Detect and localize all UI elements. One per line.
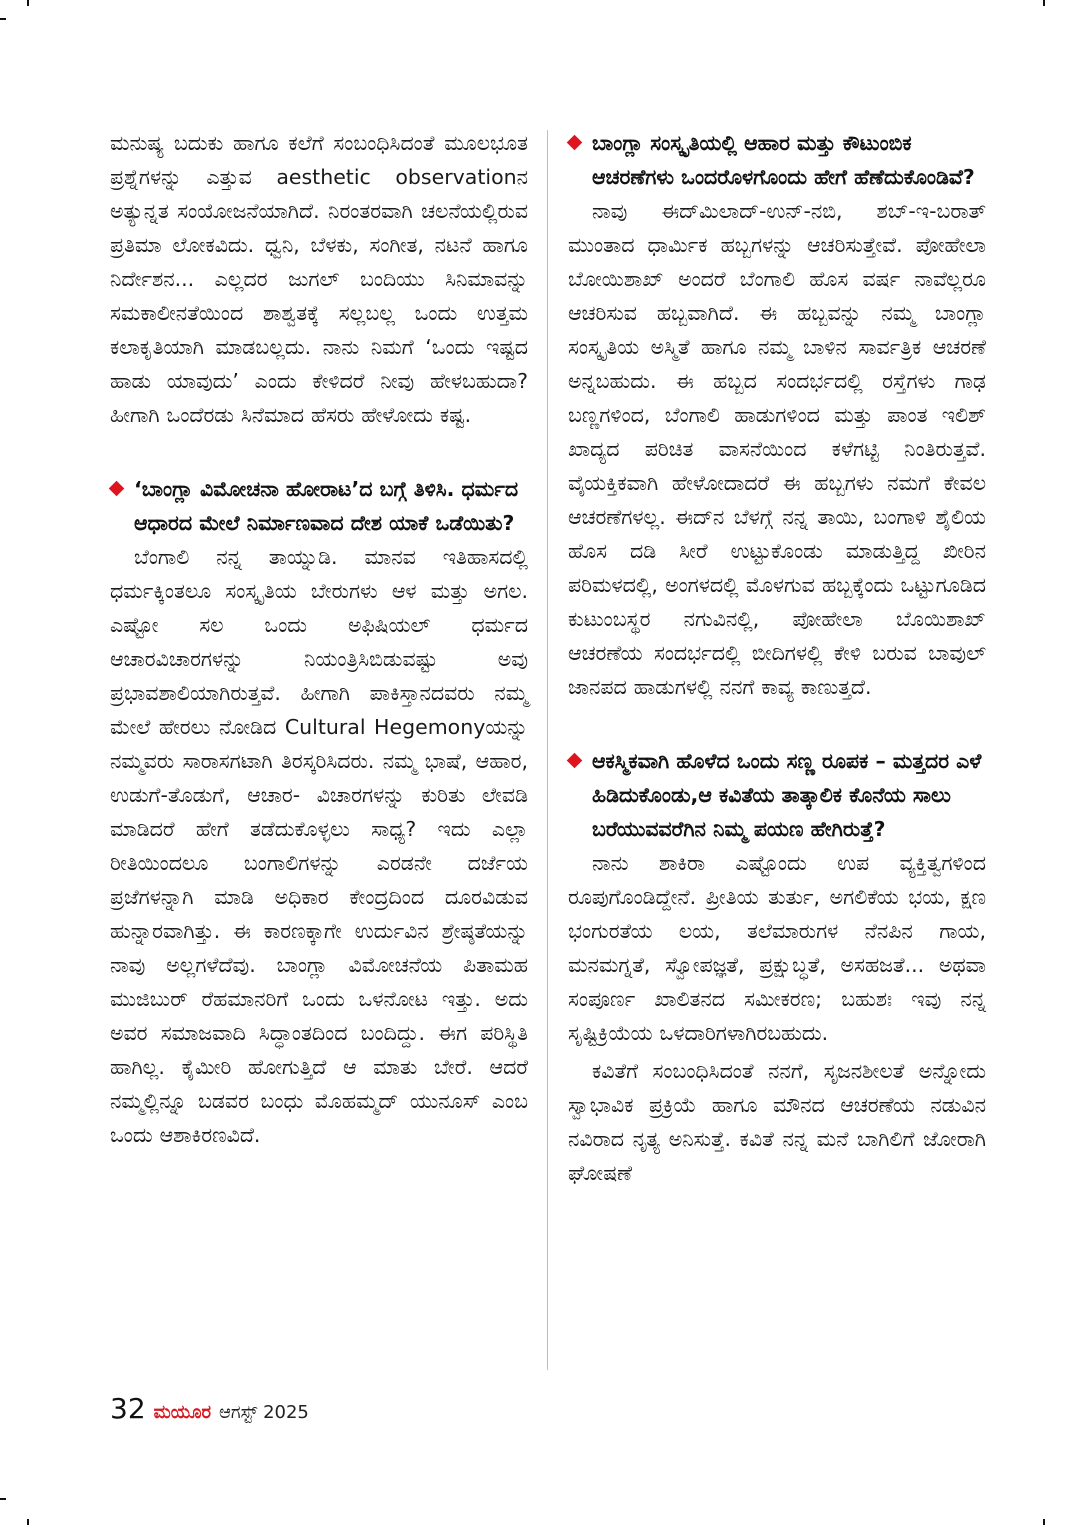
question-bangla-liberation [110,472,528,540]
crop-mark-top [27,0,29,6]
question-text: ಬಾಂಗ್ಲಾ ಸಂಸ್ಕೃತಿಯಲ್ಲಿ ಆಹಾರ ಮತ್ತು ಕೌಟುಂಬಿಕ ಆಚರಣೆಗಳು ಒಂದರೊಳಗೊಂದು ಹೇಗೆ ಹೆಣೆದುಕೊಂಡಿವೆ? [592,131,975,189]
question-text: ‘ಬಾಂಗ್ಲಾ ವಿಮೋಚನಾ ಹೋರಾಟ’ದ ಬಗ್ಗೆ ತಿಳಿಸಿ. ಧರ್ಮದ ಆಧಾರದ ಮೇಲೆ ನಿರ್ಮಾಣವಾದ ದೇಶ ಯಾಕೆ ಒಡೆಯಿತು? [134,477,519,535]
page-number: 32 [110,1392,146,1425]
question-text: ಆಕಸ್ಮಿಕವಾಗಿ ಹೊಳೆದ ಒಂದು ಸಣ್ಣ ರೂಪಕ – ಮತ್ತದರ ಎಳೆ ಹಿಡಿದುಕೊಂಡು,ಆ ಕವಿತೆಯ ತಾತ್ಕಾಲಿಕ ಕೊನೆಯ ಸಾಲು ಬರೆಯುವವರೆಗಿನ ನಿಮ್ಮ ಪಯಣ ಹೇಗಿರುತ್ತೆ? [592,749,982,841]
intro-paragraph: ಮನುಷ್ಯ ಬದುಕು ಹಾಗೂ ಕಲೆಗೆ ಸಂಬಂಧಿಸಿದಂತೆ ಮೂಲಭೂತ ಪ್ರಶ್ನೆಗಳನ್ನು ಎತ್ತುವ aesthetic observationನ ಅತ್ಯುನ್ನತ ಸಂಯೋಜನೆಯಾಗಿದೆ. ನಿರಂತರವಾಗಿ ಚಲನೆಯಲ್ಲಿರುವ ಪ್ರತಿಮಾ ಲೋಕವಿದು. ಧ್ವನಿ, ಬೆಳಕು, ಸಂಗೀತ, ನಟನೆ ಹಾಗೂ ನಿರ್ದೇಶನ... ಎಲ್ಲದರ ಜುಗಲ್ ಬಂದಿಯು ಸಿನಿಮಾವನ್ನು ಸಮಕಾಲೀನತೆಯಿಂದ ಶಾಶ್ವತಕ್ಕೆ ಸಲ್ಲಬಲ್ಲ ಒಂದು ಉತ್ತಮ ಕಲಾಕೃತಿಯಾಗಿ ಮಾಡಬಲ್ಲದು. ನಾನು ನಿಮಗೆ ‘ಒಂದು ಇಷ್ಟದ ಹಾಡು ಯಾವುದು’ ಎಂದು ಕೇಳಿದರೆ ನೀವು ಹೇಳಬಹುದಾ? ಹೀಗಾಗಿ ಒಂದೆರಡು ಸಿನೆಮಾದ ಹೆಸರು ಹೇಳೋದು ಕಷ್ಟ. [110,131,528,427]
answer-food-culture: ನಾವು ಈದ್‌ಮಿಲಾದ್-ಉನ್-ನಬಿ, ಶಬ್-ಇ-ಬರಾತ್ ಮುಂತಾದ ಧಾರ್ಮಿಕ ಹಬ್ಬಗಳನ್ನು ಆಚರಿಸುತ್ತೇವೆ. ಪೋಹೇಲಾ ಬೋಯಿಶಾಖ್ ಅಂದರೆ ಬೆಂಗಾಲಿ ಹೊಸ ವರ್ಷ ನಾವೆಲ್ಲರೂ ಆಚರಿಸುವ ಹಬ್ಬವಾಗಿದೆ. ಈ ಹಬ್ಬವನ್ನು ನಮ್ಮ ಬಾಂಗ್ಲಾ ಸಂಸ್ಕೃತಿಯ ಅಸ್ಮಿತೆ ಹಾಗೂ ನಮ್ಮ ಬಾಳಿನ ಸಾರ್ವತ್ರಿಕ ಆಚರಣೆ ಅನ್ನಬಹುದು. ಈ ಹಬ್ಬದ ಸಂದರ್ಭದಲ್ಲಿ ರಸ್ತೆಗಳು ಗಾಢ ಬಣ್ಣಗಳಿಂದ, ಬೆಂಗಾಲಿ ಹಾಡುಗಳಿಂದ ಮತ್ತು ಪಾಂತ ಇಲಿಶ್ ಖಾದ್ಯದ ಪರಿಚಿತ ವಾಸನೆಯಿಂದ ಕಳೆಗಟ್ಟಿ ನಿಂತಿರುತ್ತವೆ. ವೈಯಕ್ತಿಕವಾಗಿ ಹೇಳೋದಾದರೆ ಈ ಹಬ್ಬಗಳು ನಮಗೆ ಕೇವಲ ಆಚರಣೆಗಳಲ್ಲ. ಈದ್‌ನ ಬೆಳಗ್ಗೆ ನನ್ನ ತಾಯಿ, ಬಂಗಾಳಿ ಶೈಲಿಯ ಹೊಸ ದಡಿ ಸೀರೆ ಉಟ್ಟುಕೊಂಡು ಮಾಡುತ್ತಿದ್ದ ಖೀರಿನ ಪರಿಮಳದಲ್ಲಿ, ಅಂಗಳದಲ್ಲಿ ಮೊಳಗುವ ಹಬ್ಬಕ್ಕೆಂದು ಒಟ್ಟುಗೂಡಿದ ಕುಟುಂಬಸ್ಥರ ನಗುವಿನಲ್ಲಿ, ಪೋಹೇಲಾ ಬೊಯಿಶಾಖ್ ಆಚರಣೆಯ ಸಂದರ್ಭದಲ್ಲಿ ಬೀದಿಗಳಲ್ಲಿ ಕೇಳಿ ಬರುವ ಬಾವುಲ್ ಜಾನಪದ ಹಾಡುಗಳಲ್ಲಿ ನನಗೆ ಕಾವ್ಯ ಕಾಣುತ್ತದೆ. [568,199,986,699]
issue-date: ಆಗಸ್ಟ್ 2025 [219,1402,309,1423]
crop-mark-bottom-left [0,1498,6,1500]
crop-mark-bottom-right [1043,1519,1045,1525]
column-divider [547,130,548,1370]
answer-poetry-journey-part-1: ನಾನು ಶಾಕಿರಾ ಎಷ್ಟೊಂದು ಉಪ ವ್ಯಕ್ತಿತ್ವಗಳಿಂದ ರೂಪುಗೊಂಡಿದ್ದೇನೆ. ಪ್ರೀತಿಯ ತುರ್ತು, ಅಗಲಿಕೆಯ ಭಯ, ಕ್ಷಣ ಭಂಗುರತೆಯ ಲಯ, ತಲೆಮಾರುಗಳ ನೆನಪಿನ ಗಾಯ, ಮನಮಗ್ನತೆ, ಸ್ವೋಪಜ್ಞತೆ, ಪ್ರಕ್ಷುಬ್ಧತೆ, ಅಸಹಜತೆ... ಅಥವಾ ಸಂಪೂರ್ಣ ಖಾಲಿತನದ ಸಮೀಕರಣ; ಬಹುಶಃ ಇವು ನನ್ನ ಸೃಷ್ಟಿಕ್ರಿಯೆಯ ಒಳದಾರಿಗಳಾಗಿರಬಹುದು. [568,851,986,1045]
diamond-bullet-icon [567,753,583,769]
answer-poetry-journey-part-2: ಕವಿತೆಗೆ ಸಂಬಂಧಿಸಿದಂತೆ ನನಗೆ, ಸೃಜನಶೀಲತೆ ಅನ್ನೋದು ಸ್ವಾಭಾವಿಕ ಪ್ರಕ್ರಿಯೆ ಹಾಗೂ ಮೌನದ ಆಚರಣೆಯ ನಡುವಿನ ನವಿರಾದ ನೃತ್ಯ ಅನಿಸುತ್ತೆ. ಕವಿತೆ ನನ್ನ ಮನೆ ಬಾಗಿಲಿಗೆ ಜೋರಾಗಿ ಘೋಷಣೆ [568,1059,986,1185]
page-footer [110,1392,309,1425]
crop-mark-top-right [1043,0,1045,6]
magazine-logo: ಮಯೂರ [153,1402,212,1423]
crop-mark-bottom [27,1519,29,1525]
diamond-bullet-icon [567,135,583,151]
crop-mark-top-left [0,18,6,20]
answer-bangla-liberation: ಬೆಂಗಾಲಿ ನನ್ನ ತಾಯ್ನುಡಿ. ಮಾನವ ಇತಿಹಾಸದಲ್ಲಿ ಧರ್ಮಕ್ಕಿಂತಲೂ ಸಂಸ್ಕೃತಿಯ ಬೇರುಗಳು ಆಳ ಮತ್ತು ಅಗಲ. ಎಷ್ಟೋ ಸಲ ಒಂದು ಅಫಿಷಿಯಲ್ ಧರ್ಮದ ಆಚಾರವಿಚಾರಗಳನ್ನು ನಿಯಂತ್ರಿಸಿಬಿಡುವಷ್ಟು ಅವು ಪ್ರಭಾವಶಾಲಿಯಾಗಿರುತ್ತವೆ. ಹೀಗಾಗಿ ಪಾಕಿಸ್ತಾನದವರು ನಮ್ಮ ಮೇಲೆ ಹೇರಲು ನೋಡಿದ Cultural Hegemonyಯನ್ನು ನಮ್ಮವರು ಸಾರಾಸಗಟಾಗಿ ತಿರಸ್ಕರಿಸಿದರು. ನಮ್ಮ ಭಾಷೆ, ಆಹಾರ, ಉಡುಗೆ-ತೊಡುಗೆ, ಆಚಾರ- ವಿಚಾರಗಳನ್ನು ಕುರಿತು ಲೇವಡಿ ಮಾಡಿದರೆ ಹೇಗೆ ತಡೆದುಕೊಳ್ಳಲು ಸಾಧ್ಯ? ಇದು ಎಲ್ಲಾ ರೀತಿಯಿಂದಲೂ ಬಂಗಾಲಿಗಳನ್ನು ಎರಡನೇ ದರ್ಜೆಯ ಪ್ರಜೆಗಳನ್ನಾಗಿ ಮಾಡಿ ಅಧಿಕಾರ ಕೇಂದ್ರದಿಂದ ದೂರವಿಡುವ ಹುನ್ನಾರವಾಗಿತ್ತು. ಈ ಕಾರಣಕ್ಕಾಗೇ ಉರ್ದುವಿನ ಶ್ರೇಷ್ಠತೆಯನ್ನು ನಾವು ಅಲ್ಲಗಳೆದೆವು. ಬಾಂಗ್ಲಾ ವಿಮೋಚನೆಯ ಪಿತಾಮಹ ಮುಜಿಬುರ್ ರೆಹಮಾನರಿಗೆ ಒಂದು ಒಳನೋಟ ಇತ್ತು. ಅದು ಅವರ ಸಮಾಜವಾದಿ ಸಿದ್ಧಾಂತದಿಂದ ಬಂದಿದ್ದು. ಈಗ ಪರಿಸ್ಥಿತಿ ಹಾಗಿಲ್ಲ. ಕೈಮೀರಿ ಹೋಗುತ್ತಿದೆ ಆ ಮಾತು ಬೇರೆ. ಆದರೆ ನಮ್ಮಲ್ಲಿನ್ನೂ ಬಡವರ ಬಂಧು ಮೊಹಮ್ಮದ್ ಯುನೂಸ್ ಎಂಬ ಒಂದು ಆಶಾಕಿರಣವಿದೆ. [110,545,528,1147]
diamond-bullet-icon [109,481,125,497]
left-column [110,126,528,1152]
right-column [568,126,986,1190]
question-poetry-journey [568,744,986,846]
question-food-culture [568,126,986,194]
